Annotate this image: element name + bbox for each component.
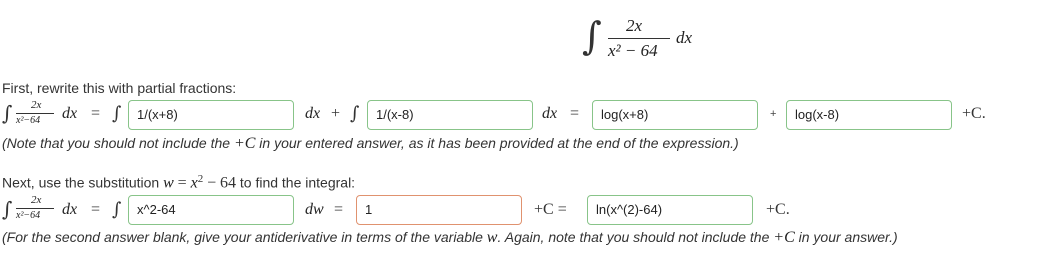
- part1-plus: +: [331, 105, 341, 122]
- antiderivative-input-2[interactable]: log(x-8): [786, 100, 952, 130]
- header-numerator: 2x: [626, 16, 643, 35]
- part2-sub-num: 64: [220, 174, 236, 192]
- part2-integral-sign: ∫: [2, 197, 13, 221]
- header-dx: dx: [676, 28, 693, 47]
- part2-note-w: w: [486, 229, 498, 246]
- part2-integral-sign-2: ∫: [112, 199, 122, 220]
- part1-integral-sign-2: ∫: [112, 103, 122, 124]
- part1-integral-sign-3: ∫: [350, 103, 360, 124]
- part1-note-after: in your entered answer, as it has been provided at the end of the expression.): [255, 135, 739, 151]
- part2-plus-c: +C.: [766, 201, 790, 218]
- part2-frac-line: [16, 208, 54, 209]
- part2-sub-minus: −: [207, 174, 217, 192]
- part2-dw: dw: [305, 201, 324, 218]
- part2-intro-after: to find the integral:: [236, 174, 356, 191]
- header-denominator: x² − 64: [608, 41, 658, 60]
- header-integral-sign: ∫: [582, 14, 602, 58]
- part2-equals-2: =: [334, 201, 344, 218]
- part2-sub-eq: =: [177, 174, 187, 192]
- part1-intro: First, rewrite this with partial fractions:: [2, 80, 237, 96]
- part2-equals: =: [91, 201, 101, 218]
- part1-small-plus: +: [770, 108, 777, 120]
- partial-fraction-input-1[interactable]: 1/(x+8): [128, 100, 294, 130]
- part1-frac-line: [16, 113, 54, 114]
- part2-note: [2, 229, 898, 247]
- part1-integral-sign: ∫: [2, 101, 13, 125]
- part2-plus-c-eq: +C =: [534, 201, 567, 218]
- part1-dx2: dx: [305, 105, 321, 122]
- part2-intro-before: Next, use the substitution: [2, 174, 164, 191]
- substitution-input-1[interactable]: x^2-64: [128, 195, 294, 225]
- part1-dx1: dx: [62, 105, 78, 122]
- partial-fraction-input-2[interactable]: 1/(x-8): [367, 100, 533, 130]
- part1-equals: =: [91, 105, 101, 122]
- antiderivative-input-1[interactable]: log(x+8): [592, 100, 758, 130]
- part1-frac-den: x²−64: [16, 115, 41, 126]
- part1-plus-c: [962, 105, 986, 123]
- substitution-input-2[interactable]: 1: [356, 195, 522, 225]
- part1-equals-2: =: [570, 105, 580, 122]
- part2-frac-den: x²−64: [16, 210, 41, 221]
- part1-note: [2, 135, 739, 153]
- part1-dx3: dx: [542, 105, 558, 122]
- part2-sub-exp: 2: [197, 173, 204, 185]
- part2-frac-num: 2x: [31, 194, 42, 206]
- part1-note-before: (Note that you should not include the: [2, 135, 234, 151]
- part2-note-c: +C: [773, 229, 795, 246]
- part2-note-middle: . Again, note that you should not include the: [497, 229, 774, 245]
- part1-frac-num: 2x: [31, 99, 42, 111]
- part2-note-before: (For the second answer blank, give your antiderivative in terms of the variable: [2, 229, 487, 245]
- part1-note-c: +C: [233, 135, 256, 152]
- part1-plus-c-text: +C.: [962, 105, 986, 122]
- part2-sub-w: w: [163, 174, 174, 192]
- substitution-input-3[interactable]: ln(x^(2)-64): [587, 195, 753, 225]
- part2-intro: [2, 173, 355, 193]
- part2-sub-x: x: [190, 174, 198, 192]
- part2-dx1: dx: [62, 201, 78, 218]
- header-fraction-line: [608, 38, 670, 39]
- part2-note-after: in your answer.): [794, 229, 898, 245]
